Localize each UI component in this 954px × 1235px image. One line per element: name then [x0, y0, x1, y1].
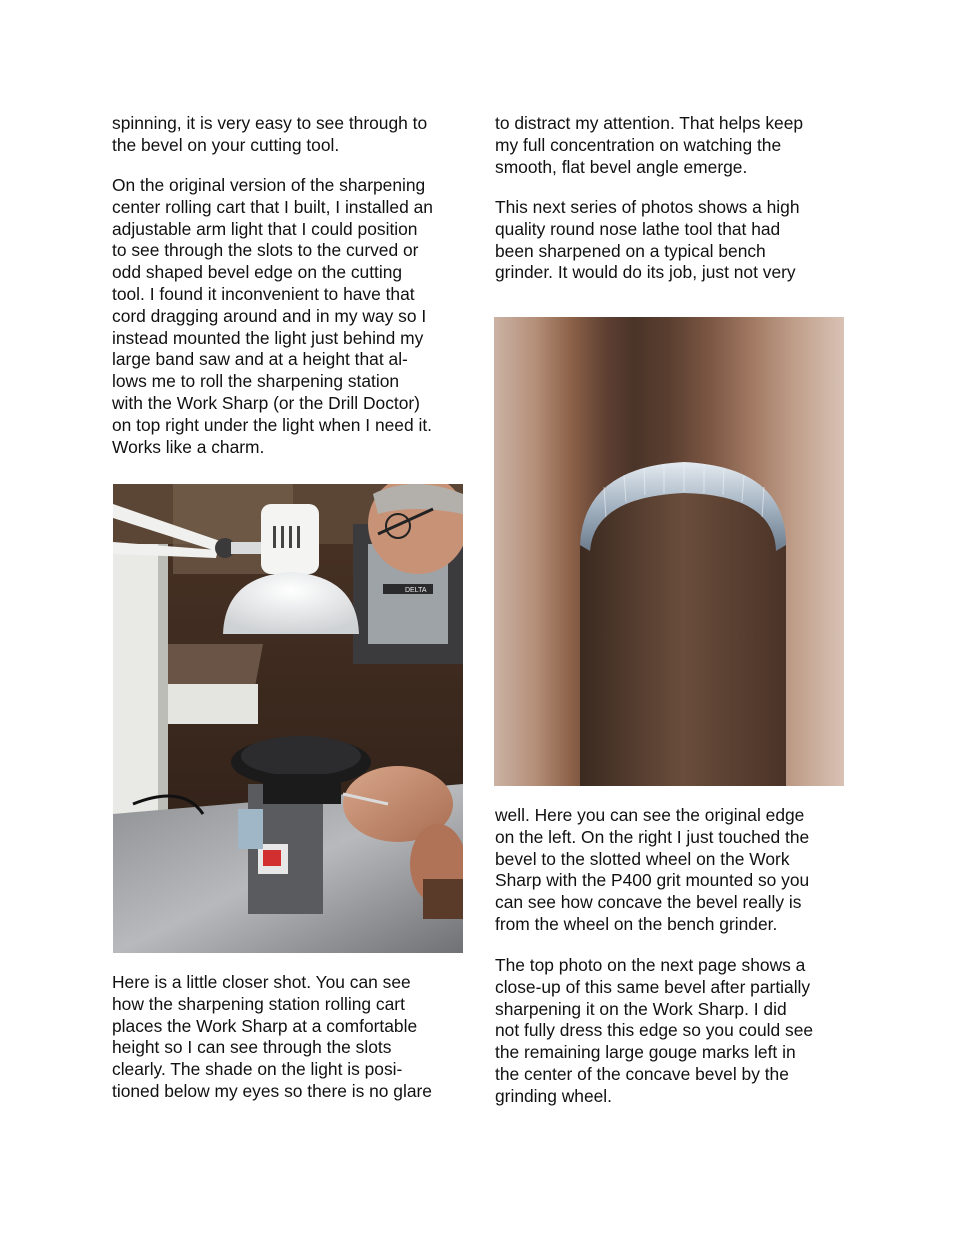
paragraph-original-cart-light: On the original version of the sharpening center rolling cart that I built, I installed an adjustable arm light that I could position to see through the slots to the curved or odd shaped bevel edge on the cutting tool. I found it inconvenient to have that cord dragging around and in my way so I instead mounted the light just behind my large band saw and at a height that al- lows me to roll the sharpening station with the Work Sharp (or the Drill Doctor) on top right under the light when I need it. Works like a charm. [112, 175, 433, 457]
sharpening-station-illustration [113, 484, 463, 953]
paragraph-distract-attention: to distract my attention. That helps keep my full concentration on watching the smooth, flat bevel angle emerge. [495, 113, 804, 177]
paragraph-next-page-photo: The top photo on the next page shows a close-up of this same bevel after partially sharpening it on the Work Sharp. I did not fully dress this edge so you could see the remaining large gouge marks left in the center of the concave bevel by the grinding wheel. [495, 955, 814, 1106]
delta-badge: DELTA [405, 587, 427, 594]
paragraph-closer-shot: Here is a little closer shot. You can see how the sharpening station rolling cart places the Work Sharp at a comfortable height so I can see through the slots clearly. The shade on the light is posi- tioned below my eyes so there is no glare [112, 972, 432, 1101]
paragraph-original-edge: well. Here you can see the original edge on the left. On the right I just touched the bevel to the slotted wheel on the Work Sharp with the P400 grit mounted so you can see how concave the bevel really is from the wheel on the bench grinder. [495, 805, 810, 934]
paragraph-lathe-tool-series: This next series of photos shows a high quality round nose lathe tool that had been sharpened on a typical bench grinder. It would do its job, just not very [495, 197, 800, 283]
lathe-tool-bevel-photo [494, 317, 844, 786]
sharpening-station-photo [113, 484, 463, 953]
bevel-closeup-illustration [494, 317, 844, 786]
paragraph-bevel-spinning: spinning, it is very easy to see through to the bevel on your cutting tool. [112, 113, 428, 155]
